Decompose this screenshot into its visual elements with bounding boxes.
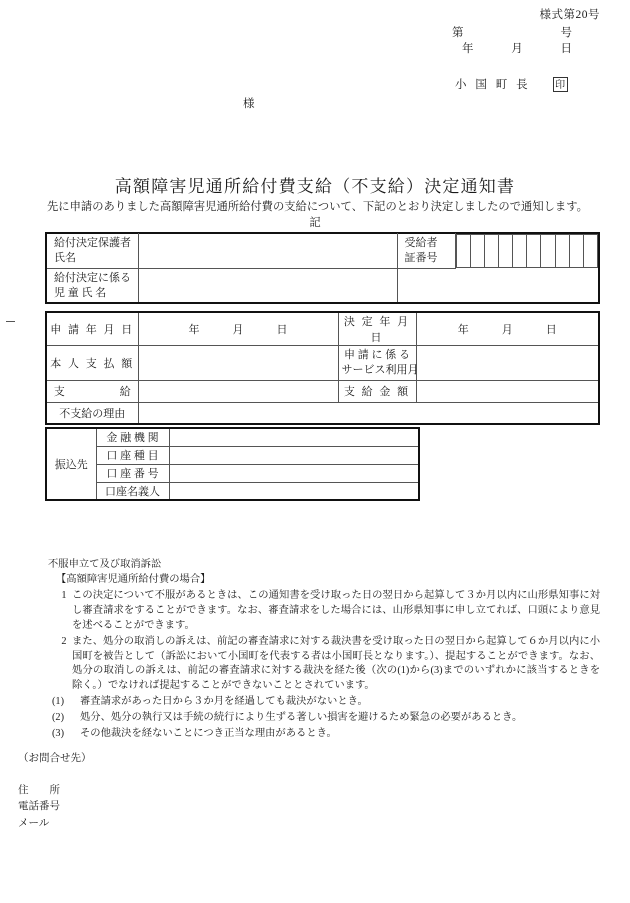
appeals-heading: 不服申立て及び取消訴訟 [48,559,162,570]
margin-tick-mark [6,321,15,322]
decision-table [45,311,600,425]
date-day-label: 日 [560,43,572,55]
account-number-value[interactable] [169,464,419,482]
document-number-suffix: 号 [560,27,572,39]
table-row [46,428,419,446]
contact-email-label: メール [18,817,50,829]
payment-label: 支 給 [46,380,138,402]
child-name-label [46,268,138,303]
appeal-item [48,635,600,695]
appeal-item-number: 2 [61,635,67,647]
appeal-item-text: この決定について不服があるときは、この通知書を受け取った日の翌日から起算して３か月以内に山形県知事に対し審査請求をすることができます。なお、審査請求をした場合には、山形県知事に申し立てれば、口頭により意見を述べることができます。 [72,589,600,631]
service-month-label [338,346,419,381]
account-number-label: 口 座 番 号 [96,464,169,482]
appeal-sub-item [48,711,600,726]
bank-transfer-table [45,427,420,501]
cert-digit-box[interactable] [499,234,513,268]
account-holder-label: 口座名義人 [96,482,169,500]
non-payment-reason-value[interactable] [138,402,599,424]
bank-institution-value[interactable] [169,428,419,446]
contact-section-title: （お問合せ先） [18,753,92,764]
payment-value[interactable] [138,380,338,402]
appeal-item-number: 1 [61,589,67,601]
table-row [46,464,419,482]
account-type-value[interactable] [169,446,419,464]
guardian-name-label [46,233,138,268]
cert-digit-box[interactable] [527,234,541,268]
service-month-value[interactable] [416,346,599,381]
child-name-value[interactable] [138,268,397,303]
appeal-sub-item-text: 審査請求があった日から３か月を経過しても裁決がないとき。 [80,696,368,708]
certificate-number-grid [456,234,599,268]
cert-digit-box[interactable] [485,234,499,268]
cert-digit-box[interactable] [513,234,527,268]
document-title: 高額障害児通所給付費支給（不支給）決定通知書 [114,177,516,196]
service-month-label-line1: 申 請 に 係 る [344,349,410,361]
appeal-sub-item-number: (3) [52,728,65,740]
appeal-sub-item [48,695,600,710]
service-month-label-line2: サービス利用月 [341,363,419,376]
child-label-line1: 給付決定に係る [54,271,131,284]
document-number-row [452,24,572,40]
account-type-label: 口 座 種 目 [96,446,169,464]
non-payment-reason-label: 不支給の理由 [46,402,138,424]
table-row [46,446,419,464]
table-row [46,482,419,500]
cert-digit-box[interactable] [584,234,598,268]
appeals-section [48,558,600,742]
cert-digit-box[interactable] [456,234,471,268]
transfer-destination-label: 振込先 [46,428,96,500]
appeal-sub-item-number: (2) [52,712,65,724]
issuer-row [455,76,568,92]
appeal-sub-item-text: 処分、処分の執行又は手続の続行により生ずる著しい損害を避けるため緊急の必要があるとき。 [80,712,523,724]
table-row [46,402,599,424]
intro-paragraph: 先に申請のありました高額障害児通所給付費の支給について、下記のとおり決定しましたので通知します。 [47,201,588,213]
appeals-subheading: 【高額障害児通所給付費の場合】 [56,573,211,585]
decision-date-label: 決 定 年 月 日 [338,312,416,346]
form-number: 様式第20号 [539,9,600,21]
certificate-number-label [397,233,455,268]
account-holder-value[interactable] [169,482,419,500]
ki-marker: 記 [309,217,321,229]
appeal-sub-item-text: その他裁決を経ないことにつき正当な理由があるとき。 [80,728,337,740]
cert-label-line2: 証番号 [404,251,438,264]
child-label-line2: 児 童 氏 名 [54,286,107,299]
cert-digit-box[interactable] [556,234,570,268]
guardian-label-line1: 給付決定保護者 [54,237,131,249]
appeal-sub-item [48,727,600,742]
document-number-prefix: 第 [452,27,464,39]
decision-date-value[interactable]: 年 月 日 [416,312,599,346]
cert-digit-box[interactable] [471,234,485,268]
bank-institution-label: 金 融 機 関 [96,428,169,446]
table-row [46,312,599,346]
application-date-label: 申 請 年 月 日 [46,312,138,346]
contact-fields [18,783,60,832]
issuer-name: 小 国 町 長 [455,79,531,91]
seal-stamp-icon: 印 [553,77,568,92]
cert-digit-box[interactable] [541,234,555,268]
contact-address-label: 住 所 [18,785,60,796]
certificate-number-boxes [455,233,599,268]
cert-label-line1: 受給者 [404,237,438,249]
appeal-sub-item-number: (1) [52,696,65,708]
contact-phone-label: 電話番号 [18,801,60,813]
application-date-value[interactable]: 年 月 日 [138,312,338,346]
payment-amount-label: 支 給 金 額 [338,380,416,402]
guardian-label-line2: 氏名 [54,251,76,264]
appeal-item [48,589,600,634]
payment-amount-value[interactable] [416,380,599,402]
date-year-label: 年 [462,43,474,55]
beneficiary-table [45,232,600,304]
addressee-honorific: 様 [243,98,255,110]
issue-date-row [462,40,572,56]
self-payment-label: 本 人 支 払 額 [46,346,138,381]
cert-digit-box[interactable] [570,234,584,268]
appeal-item-text: また、処分の取消しの訴えは、前記の審査請求に対する裁決書を受け取った日の翌日から起算して６か月以内に小国町を被告として（訴訟において小国町を代表する者は小国町長となります。）、提起することができます。なお、処分の取消しの訴えは、前記の審査請求に対する裁決を経た後（次の(1)から(3)までのいずれかに該当するときを除く。）でなければ提起することができないこととされています。 [72,635,600,692]
self-payment-value[interactable] [138,346,338,381]
date-month-label: 月 [511,43,523,55]
guardian-name-value[interactable] [138,233,397,268]
